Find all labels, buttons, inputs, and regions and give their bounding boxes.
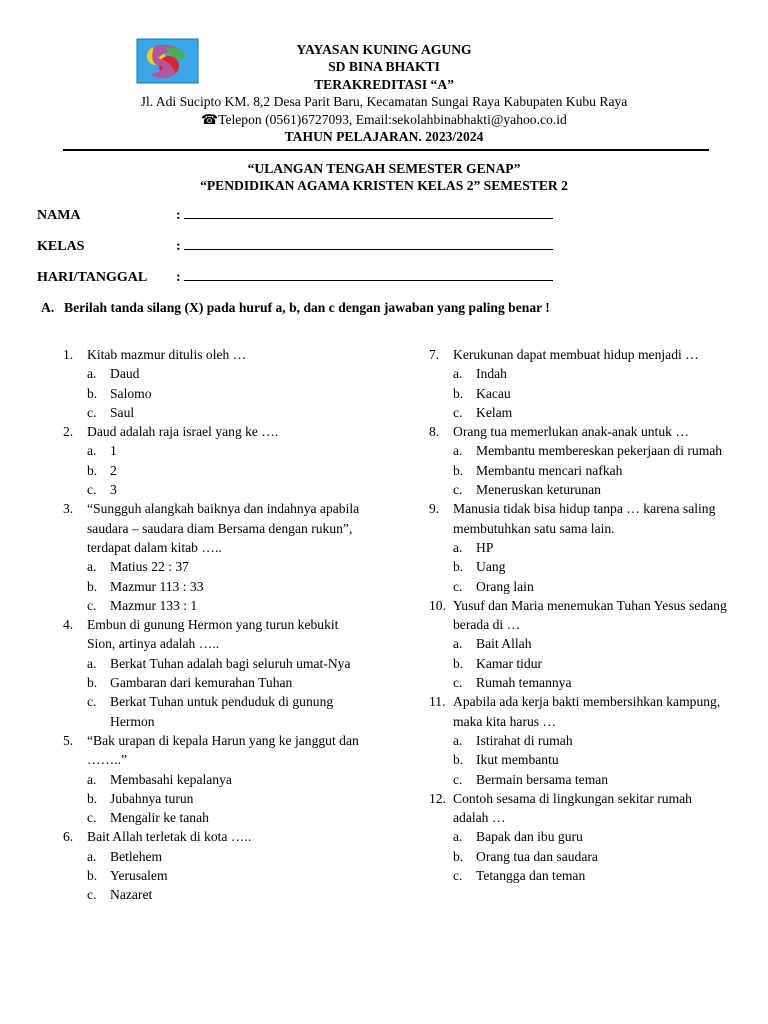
foundation-name: YAYASAN KUNING AGUNG [296,42,472,57]
answer-option[interactable] [87,403,363,422]
option-text: 3 [110,482,117,498]
option-text: Meneruskan keturunan [476,482,601,498]
answer-option[interactable] [87,770,363,789]
answer-option[interactable] [87,673,363,692]
option-text: Berkat Tuhan untuk penduduk di gunung Hermon [110,694,334,729]
question-text: “Bak urapan di kepala Harun yang ke janggut dan ……..” [87,732,359,768]
option-letter: c. [453,771,463,787]
option-letter: b. [87,462,98,478]
option-letter: b. [87,385,98,401]
option-text: Membasahi kepalanya [110,771,232,787]
option-letter: a. [453,443,463,459]
answer-option[interactable] [453,384,727,403]
option-text: Matius 22 : 37 [110,559,189,575]
question-item [429,345,727,364]
questions-left-column [63,345,363,905]
question-text: Apabila ada kerja bakti membersihkan kampung, maka kita harus … [453,694,721,729]
question-text: Bait Allah terletak di kota ….. [87,829,252,845]
option-text: Orang lain [476,578,534,594]
answer-option[interactable] [453,866,727,885]
question-number: 9. [429,501,440,517]
question-number: 11. [429,694,446,710]
option-text: Bapak dan ibu guru [476,829,583,845]
answer-option[interactable] [453,827,727,846]
option-text: Kelam [476,404,513,420]
option-letter: c. [87,404,97,420]
option-letter: b. [87,578,98,594]
option-letter: c. [87,810,97,826]
question-item [429,422,727,441]
question-item [63,422,363,441]
option-text: Rumah temannya [476,675,572,691]
question-number: 1. [63,347,74,362]
question-text: Contoh sesama di lingkungan sekitar rumah adalah … [453,790,692,826]
question-text: Kitab mazmur ditulis oleh … [87,347,247,362]
phone-icon: ☎ [201,111,219,127]
answer-option[interactable] [87,789,363,808]
option-letter: b. [87,868,98,884]
option-text: Bermain bersama teman [476,771,609,787]
option-letter: c. [453,868,463,884]
class-field[interactable] [37,237,553,256]
date-label: HARI/TANGGAL [37,270,148,285]
answer-option[interactable] [453,577,727,596]
answer-option[interactable] [87,808,363,827]
question-text: Embun di gunung Hermon yang turun kebukit Sion, artinya adalah ….. [87,617,339,652]
option-text: Tetangga dan teman [476,868,586,884]
question-text: Kerukunan dapat membuat hidup menjadi … [453,347,699,362]
question-item [63,499,363,557]
question-item [63,827,363,846]
answer-option[interactable] [453,673,727,692]
question-item [63,615,363,654]
option-letter: a. [87,771,97,787]
answer-option[interactable] [453,538,727,557]
option-text: Mazmur 133 : 1 [110,597,198,613]
answer-option[interactable] [453,461,727,480]
answer-option[interactable] [87,654,363,673]
option-text: Yerusalem [110,868,168,884]
question-item [63,345,363,364]
school-name: SD BINA BHAKTI [328,59,440,75]
option-letter: b. [453,752,464,768]
option-text: Kacau [476,385,511,401]
option-text: Ikut membantu [476,752,559,768]
option-text: Mengalir ke tanah [110,810,209,826]
contact-text: Telepon (0561)6727093, Email:sekolahbinabhakti@yahoo.co.id [218,111,567,127]
answer-option[interactable] [87,384,363,403]
question-text: Daud adalah raja israel yang ke …. [87,424,279,440]
contact-line [0,111,768,128]
option-letter: c. [87,694,97,710]
class-label: KELAS [37,239,85,254]
class-blank[interactable] [184,237,553,250]
option-letter: a. [453,539,463,555]
option-letter: b. [87,675,98,691]
name-blank[interactable] [184,206,553,219]
answer-option[interactable] [453,557,727,576]
option-text: HP [476,539,494,555]
option-letter: c. [453,482,463,498]
question-text: Manusia tidak bisa hidup tanpa … karena saling membutuhkan satu sama lain. [453,501,716,536]
option-text: Membantu membereskan pekerjaan di rumah [476,443,723,459]
instruction-text: Berilah tanda silang (X) pada huruf a, b, dan c dengan jawaban yang paling benar ! [64,300,550,315]
answer-option[interactable] [453,403,727,422]
question-item [429,596,727,635]
option-letter: b. [453,559,464,575]
section-letter: A. [41,300,55,315]
answer-option[interactable] [453,441,727,460]
exam-title: “ULANGAN TENGAH SEMESTER GENAP” [247,161,521,176]
option-text: Betlehem [110,848,163,864]
option-letter: c. [87,482,97,498]
question-item [429,789,727,828]
answer-option[interactable] [87,480,363,499]
academic-year: TAHUN PELAJARAN. 2023/2024 [284,129,484,145]
class-colon: : [176,239,181,254]
answer-option[interactable] [87,364,363,383]
option-text: Salomo [110,385,152,401]
option-letter: a. [87,366,97,382]
option-letter: a. [453,366,463,382]
option-text: Istirahat di rumah [476,732,573,748]
header-divider [63,149,709,151]
option-letter: c. [453,404,463,420]
answer-option[interactable] [453,770,727,789]
option-letter: b. [453,385,464,401]
questions-right-column [429,345,727,885]
question-number: 8. [429,424,440,440]
question-text: Yusuf dan Maria menemukan Tuhan Yesus sedang berada di … [453,597,727,633]
option-text: Mazmur 113 : 33 [110,578,204,594]
answer-option[interactable] [453,364,727,383]
option-letter: a. [87,443,97,459]
option-letter: a. [453,732,463,748]
question-number: 3. [63,501,74,517]
question-number: 4. [63,617,74,633]
option-letter: a. [87,655,97,671]
answer-option[interactable] [87,577,363,596]
option-text: Saul [110,404,135,420]
question-item [63,731,363,770]
answer-option[interactable] [87,557,363,576]
option-text: Orang tua dan saudara [476,848,598,864]
answer-option[interactable] [453,480,727,499]
option-text: Daud [110,366,140,382]
answer-option[interactable] [87,596,363,615]
school-address: Jl. Adi Sucipto KM. 8,2 Desa Parit Baru, Kecamatan Sungai Raya Kabupaten Kubu Raya [140,94,628,110]
option-letter: a. [87,559,97,575]
option-text: 2 [110,462,117,478]
option-text: Indah [476,366,507,382]
option-letter: a. [453,829,463,845]
name-label: NAMA [37,208,81,223]
option-letter: c. [87,887,97,903]
option-letter: c. [453,578,463,594]
question-number: 5. [63,732,74,748]
option-text: Kamar tidur [476,655,543,671]
answer-option[interactable] [87,692,363,731]
name-field[interactable] [37,206,553,225]
accreditation: TERAKREDITASI “A” [314,76,454,92]
instruction [41,299,550,317]
option-letter: b. [453,655,464,671]
question-number: 7. [429,347,440,362]
question-text: Orang tua memerlukan anak-anak untuk … [453,424,689,440]
option-letter: b. [453,462,464,478]
option-text: Uang [476,559,506,575]
answer-option[interactable] [453,847,727,866]
option-text: Gambaran dari kemurahan Tuhan [110,675,293,691]
letterhead [0,41,768,145]
option-text: Nazaret [110,887,153,903]
option-letter: c. [453,675,463,691]
option-letter: a. [87,848,97,864]
answer-option[interactable] [87,885,363,904]
date-colon: : [176,270,181,285]
answer-option[interactable] [87,847,363,866]
option-letter: a. [453,636,463,652]
date-field[interactable] [37,268,553,287]
option-letter: c. [87,597,97,613]
answer-option[interactable] [453,731,727,750]
question-text: “Sungguh alangkah baiknya dan indahnya apabila saudara – saudara diam Bersama dengan rukun”, terdapat dalam kitab ….. [87,501,360,555]
question-item [429,692,727,731]
exam-subject: “PENDIDIKAN AGAMA KRISTEN KELAS 2” SEMESTER 2 [200,178,568,193]
answer-option[interactable] [87,866,363,885]
option-text: Membantu mencari nafkah [476,462,623,478]
option-letter: b. [453,848,464,864]
name-colon: : [176,208,181,223]
answer-option[interactable] [453,750,727,769]
question-number: 10. [429,597,446,613]
date-blank[interactable] [184,268,553,281]
question-number: 6. [63,829,74,845]
answer-option[interactable] [453,654,727,673]
option-text: 1 [110,443,117,459]
option-text: Berkat Tuhan adalah bagi seluruh umat-Nya [110,655,351,671]
answer-option[interactable] [453,634,727,653]
option-text: Bait Allah [476,636,532,652]
question-item [429,499,727,538]
answer-option[interactable] [87,461,363,480]
option-text: Jubahnya turun [110,790,194,806]
option-letter: b. [87,790,98,806]
answer-option[interactable] [87,441,363,460]
question-number: 12. [429,790,446,806]
question-number: 2. [63,424,74,440]
